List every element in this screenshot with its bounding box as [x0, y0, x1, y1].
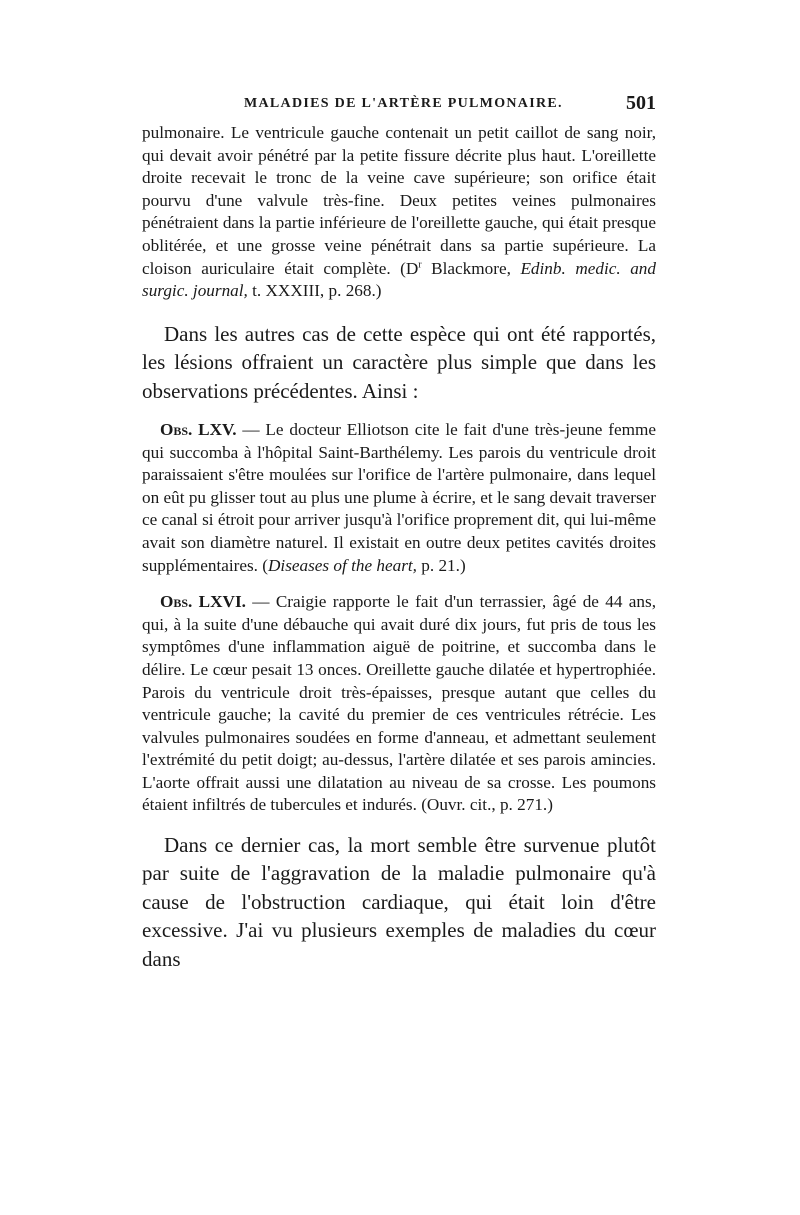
paragraph-text: t. XXXIII, p. 268.) — [247, 281, 382, 301]
paragraph-text: pulmonaire. Le ventricule gauche contenait un petit caillot de sang noir, qui devait avoir pénétré par la petite fissure décrite plus haut. L'oreillette droite recevait le tronc de la veine cave supérieure; son orifice était pourvu d'une valvule très-fine. Deux petites veines pulmonaires pénétraient dans la partie inférieure de l'oreillette gauche, qui était presque oblitérée, et une grosse veine pénétrait dans sa partie supérieure. La cloison auriculaire était complète. (D — [142, 123, 656, 278]
observation-label: Obs. LXVI. — [160, 592, 246, 612]
book-page — [142, 92, 656, 973]
book-citation: Diseases of the heart, — [268, 555, 417, 575]
superscript: r — [418, 258, 422, 270]
observation-lxvi — [142, 591, 656, 817]
paragraph-intro: Dans les autres cas de cette espèce qui ont été rapportés, les lésions offraient un caractère plus simple que dans les observations précédentes. Ainsi : — [142, 321, 656, 403]
running-title: MALADIES DE L'ARTÈRE PULMONAIRE. — [244, 96, 563, 111]
paragraph-text: — Le docteur Elliotson cite le fait d'une très-jeune femme qui succomba à l'hôpital Saint-Barthélemy. Les parois du ventricule droit paraissaient s'être moulées sur l'orifice de l'artère pulmonaire, dans lequel on eût pu glisser tout au plus une plume à écrire, et le sang devait traverser ce canal si étroit pour arriver jusqu'à l'orifice proprement dit, qui lui-même avait son diamètre naturel. Il existait en outre deux petites cavités droites supplémentaires. ( — [142, 419, 656, 575]
observation-label: Obs. LXV. — [160, 419, 237, 439]
paragraph-text: Blackmore, — [421, 258, 521, 278]
page-number: 501 — [626, 92, 656, 114]
paragraph-continuation — [142, 122, 656, 303]
paragraph-text: p. 21.) — [416, 555, 466, 575]
paragraph-text: — Craigie rapporte le fait d'un terrassier, âgé de 44 ans, qui, à la suite d'une débauche qui avait duré dix jours, fut pris de tous les symptômes d'une inflammation aiguë de poitrine, et succomba dans le délire. Le cœur pesait 13 onces. Oreillette gauche dilatée et hypertrophiée. Parois du ventricule droit très-épaisses, presque autant que celles du ventricule gauche; la cavité du premier de ces ventricules rétrécie. Les valvules pulmonaires soudées en forme d'anneau, et admettant seulement l'extrémité du petit doigt; au-dessus, l'artère dilatée et ses parois amincies. L'aorte offrait aussi une dilatation au niveau de sa crosse. Les poumons étaient infiltrés de tubercules et indurés. (Ouvr. cit., p. 271.) — [142, 592, 656, 815]
journal-citation: Edinb. medic. and surgic. journal, — [142, 258, 656, 301]
paragraph-conclusion: Dans ce dernier cas, la mort semble être survenue plutôt par suite de l'aggravation de la maladie pulmonaire qu'à cause de l'obstruction cardiaque, qui était loin d'être excessive. J'ai vu plusieurs exemples de maladies du cœur dans — [142, 833, 656, 971]
running-head — [142, 92, 656, 122]
observation-lxv — [142, 419, 656, 577]
